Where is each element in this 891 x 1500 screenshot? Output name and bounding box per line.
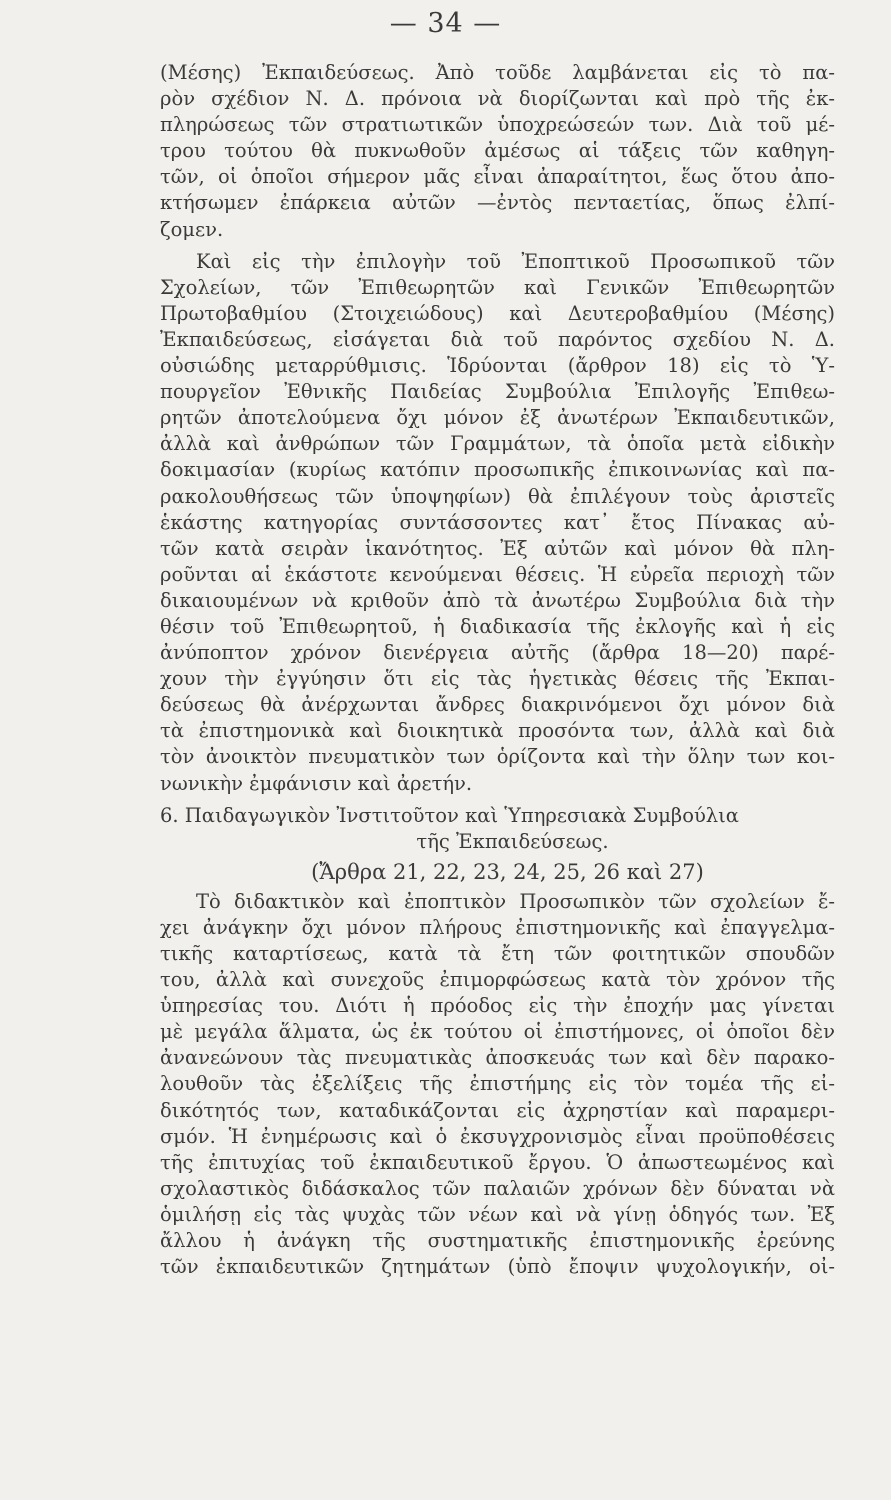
text-line: ρακολουθήσεως τῶν ὑποψηφίων) θὰ ἐπιλέγουν τοὺς ἀριστεῖς: [160, 484, 835, 508]
text-line: Καὶ εἰς τὴν ἐπιλογὴν τοῦ Ἐποπτικοῦ Προσωπικοῦ τῶν: [196, 249, 835, 273]
text-line: ἀλλὰ καὶ ἀνθρώπων τῶν Γραμμάτων, τὰ ὁποῖα μετὰ εἰδικὴν: [160, 432, 835, 456]
text-line: του, ἀλλὰ καὶ συνεχοῦς ἐπιμορφώσεως κατὰ τὸν χρόνον τῆς: [160, 968, 835, 992]
text-line: ὁμιλήσῃ εἰς τὰς ψυχὰς τῶν νέων καὶ νὰ γίνῃ ὁδηγός των. Ἐξ: [160, 1202, 835, 1226]
page-body: [160, 60, 835, 1280]
text-line: μὲ μεγάλα ἅλματα, ὡς ἐκ τούτου οἱ ἐπιστήμονες, οἱ ὁποῖοι δὲν: [160, 1020, 835, 1044]
paragraph-1: [160, 60, 835, 243]
text-line: Σχολείων, τῶν Ἐπιθεωρητῶν καὶ Γενικῶν Ἐπιθεωρητῶν: [160, 275, 835, 299]
text-line: τῶν ἐκπαιδευτικῶν ζητημάτων (ὑπὸ ἔποψιν ψυχολογικήν, οἰ-: [160, 1255, 835, 1279]
text-line: τὰ ἐπιστημονικὰ καὶ διοικητικὰ προσόντα των, ἀλλὰ καὶ διὰ: [160, 719, 835, 743]
text-line: κτήσωμεν ἐπάρκεια αὐτῶν —ἐντὸς πενταετίας, ὅπως ἐλπί-: [160, 191, 835, 215]
text-line: χουν τὴν ἐγγύησιν ὅτι εἰς τὰς ἡγετικὰς θέσεις τῆς Ἐκπαι-: [160, 667, 835, 691]
text-line: Ἐκπαιδεύσεως, εἰσάγεται διὰ τοῦ παρόντος σχεδίου Ν. Δ.: [160, 327, 835, 351]
text-line: ζομεν.: [160, 217, 224, 241]
text-line: οὐσιώδης μεταρρύθμισις. Ἱδρύονται (ἄρθρον 18) εἰς τὸ Ὑ-: [160, 354, 835, 378]
text-line: τῶν, οἱ ὁποῖοι σήμερον μᾶς εἶναι ἀπαραίτητοι, ἕως ὅτου ἀπο-: [160, 165, 835, 189]
section-title: 6. Παιδαγωγικὸν Ἰνστιτοῦτον καὶ Ὑπηρεσιακὰ Συμβούλια: [160, 803, 739, 827]
text-line: τῆς ἐπιτυχίας τοῦ ἐκπαιδευτικοῦ ἔργου. Ὁ ἀπωστεωμένος καὶ: [160, 1150, 835, 1174]
text-line: δικότητός των, καταδικάζονται εἰς ἀχρηστίαν καὶ παραμερι-: [160, 1098, 835, 1122]
text-line: θέσιν τοῦ Ἐπιθεωρητοῦ, ἡ διαδικασία τῆς ἐκλογῆς καὶ ἡ εἰς: [160, 614, 835, 638]
text-line: σχολαστικὸς διδάσκαλος τῶν παλαιῶν χρόνων δὲν δύναται νὰ: [160, 1176, 835, 1200]
paragraph-3: [160, 889, 835, 1280]
text-line: ἑκάστης κατηγορίας συντάσσοντες κατ᾽ ἔτος Πίνακας αὐ-: [160, 510, 835, 534]
text-line: ἄλλου ἡ ἀνάγκη τῆς συστηματικῆς ἐπιστημονικῆς ἐρεύνης: [160, 1229, 835, 1253]
section-title-continued: τῆς Ἐκπαιδεύσεως.: [416, 829, 609, 853]
text-line: πουργεῖον Ἐθνικῆς Παιδείας Συμβούλια Ἐπιλογῆς Ἐπιθεω-: [160, 380, 835, 404]
text-line: ἀνανεώνουν τὰς πνευματικὰς ἀποσκευάς των καὶ δὲν παρακο-: [160, 1046, 835, 1070]
text-line: Τὸ διδακτικὸν καὶ ἐποπτικὸν Προσωπικὸν τῶν σχολείων ἔ-: [196, 889, 835, 913]
text-line: δεύσεως θὰ ἀνέρχωνται ἄνδρες διακρινόμενοι ὄχι μόνον διὰ: [160, 693, 835, 717]
text-line: σμόν. Ἡ ἐνημέρωσις καὶ ὁ ἐκσυγχρονισμὸς εἶναι προϋποθέσεις: [160, 1124, 835, 1148]
text-line: ρὸν σχέδιον Ν. Δ. πρόνοια νὰ διορίζωνται καὶ πρὸ τῆς ἐκ-: [160, 87, 835, 111]
text-line: δοκιμασίαν (κυρίως κατόπιν προσωπικῆς ἐπικοινωνίας καὶ πα-: [160, 458, 835, 482]
text-line: ρητῶν ἀποτελούμενα ὄχι μόνον ἐξ ἀνωτέρων Ἐκπαιδευτικῶν,: [160, 406, 835, 430]
text-line: ροῦνται αἱ ἑκάστοτε κενούμεναι θέσεις. Ἡ εὐρεῖα περιοχὴ τῶν: [160, 562, 835, 586]
text-line: τικῆς καταρτίσεως, κατὰ τὰ ἔτη τῶν φοιτητικῶν σπουδῶν: [160, 942, 835, 965]
text-line: τὸν ἀνοικτὸν πνευματικὸν των ὁρίζοντα καὶ τὴν ὅλην των κοι-: [160, 745, 835, 769]
text-line: πληρώσεως τῶν στρατιωτικῶν ὑποχρεώσεών των. Διὰ τοῦ μέ-: [160, 113, 835, 137]
section-articles: (Ἄρθρα 21, 22, 23, 24, 25, 26 καὶ 27): [311, 859, 704, 884]
page-number: — 34 —: [389, 8, 502, 39]
text-line: χει ἀνάγκην ὄχι μόνον πλήρους ἐπιστημονικῆς καὶ ἐπαγγελμα-: [160, 915, 835, 939]
text-line: τῶν κατὰ σειρὰν ἱκανότητος. Ἐξ αὐτῶν καὶ μόνον θὰ πλη-: [160, 536, 835, 560]
text-line: δικαιουμένων νὰ κριθοῦν ἀπὸ τὰ ἀνωτέρω Συμβούλια διὰ τὴν: [160, 588, 835, 612]
text-line: Πρωτοβαθμίου (Στοιχειώδους) καὶ Δευτεροβαθμίου (Μέσης): [160, 301, 835, 325]
text-line: ὑπηρεσίας του. Διότι ἡ πρόοδος εἰς τὴν ἐποχήν μας γίνεται: [160, 994, 835, 1018]
text-line: νωνικὴν ἐμφάνισιν καὶ ἀρετήν.: [160, 771, 473, 795]
text-line: ἀνύποπτον χρόνον διενέργεια αὐτῆς (ἄρθρα 18—20) παρέ-: [160, 641, 835, 665]
text-line: (Μέσης) Ἐκπαιδεύσεως. Ἀπὸ τοῦδε λαμβάνεται εἰς τὸ πα-: [160, 61, 835, 84]
text-line: τρου τούτου θὰ πυκνωθοῦν ἀμέσως αἱ τάξεις τῶν καθηγη-: [160, 139, 835, 163]
paragraph-2: [160, 249, 835, 797]
text-line: λουθοῦν τὰς ἐξελίξεις τῆς ἐπιστήμης εἰς τὸν τομέα τῆς εἰ-: [160, 1072, 835, 1096]
section-heading: [160, 803, 835, 889]
